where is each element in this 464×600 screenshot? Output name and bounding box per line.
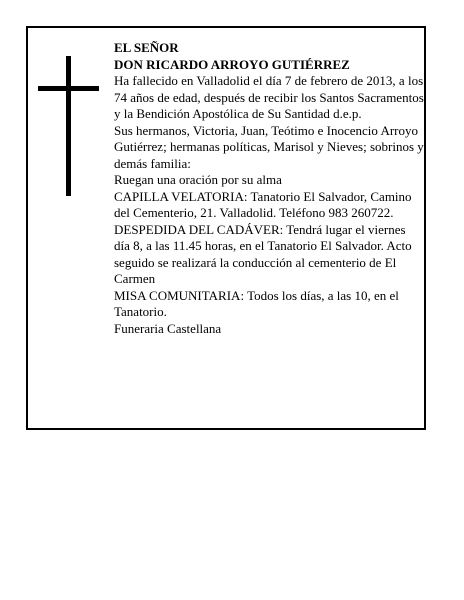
funeral-home: Funeraria Castellana bbox=[114, 320, 222, 336]
death-announcement: Ha fallecido en Valladolid el día 7 de febrero de 2013, a los 74 años de edad, después de recibir los Santos Sacramentos y la Bendición Apostólica de Su Santidad d.e.p. bbox=[114, 73, 424, 121]
mass-info: MISA COMUNITARIA: Todos los días, a las 10, en el Tanatorio. bbox=[114, 287, 399, 319]
prayer-request: Ruegan una oración por su alma bbox=[114, 172, 282, 187]
obituary-notice bbox=[26, 26, 426, 430]
deceased-name: DON RICARDO ARROYO GUTIÉRREZ bbox=[114, 56, 350, 72]
family-list: Sus hermanos, Victoria, Juan, Teótimo e Inocencio Arroyo Gutiérrez; hermanas políticas, Marisol y Nieves; sobrinos y demás familia: bbox=[114, 122, 424, 171]
notice-text bbox=[114, 40, 424, 337]
wake-chapel-info: CAPILLA VELATORIA: Tanatorio El Salvador, Camino del Cementerio, 21. Valladolid. Teléfono 983 260722. bbox=[114, 188, 412, 220]
cross-horizontal-bar bbox=[38, 86, 99, 91]
cross-vertical-bar bbox=[66, 56, 71, 196]
heading-title: EL SEÑOR bbox=[114, 40, 179, 55]
farewell-info: DESPEDIDA DEL CADÁVER: Tendrá lugar el viernes día 8, a las 11.45 horas, en el Tanatorio El Salvador. Acto seguido se realizará la conducción al cementerio de El Carmen bbox=[114, 221, 412, 286]
